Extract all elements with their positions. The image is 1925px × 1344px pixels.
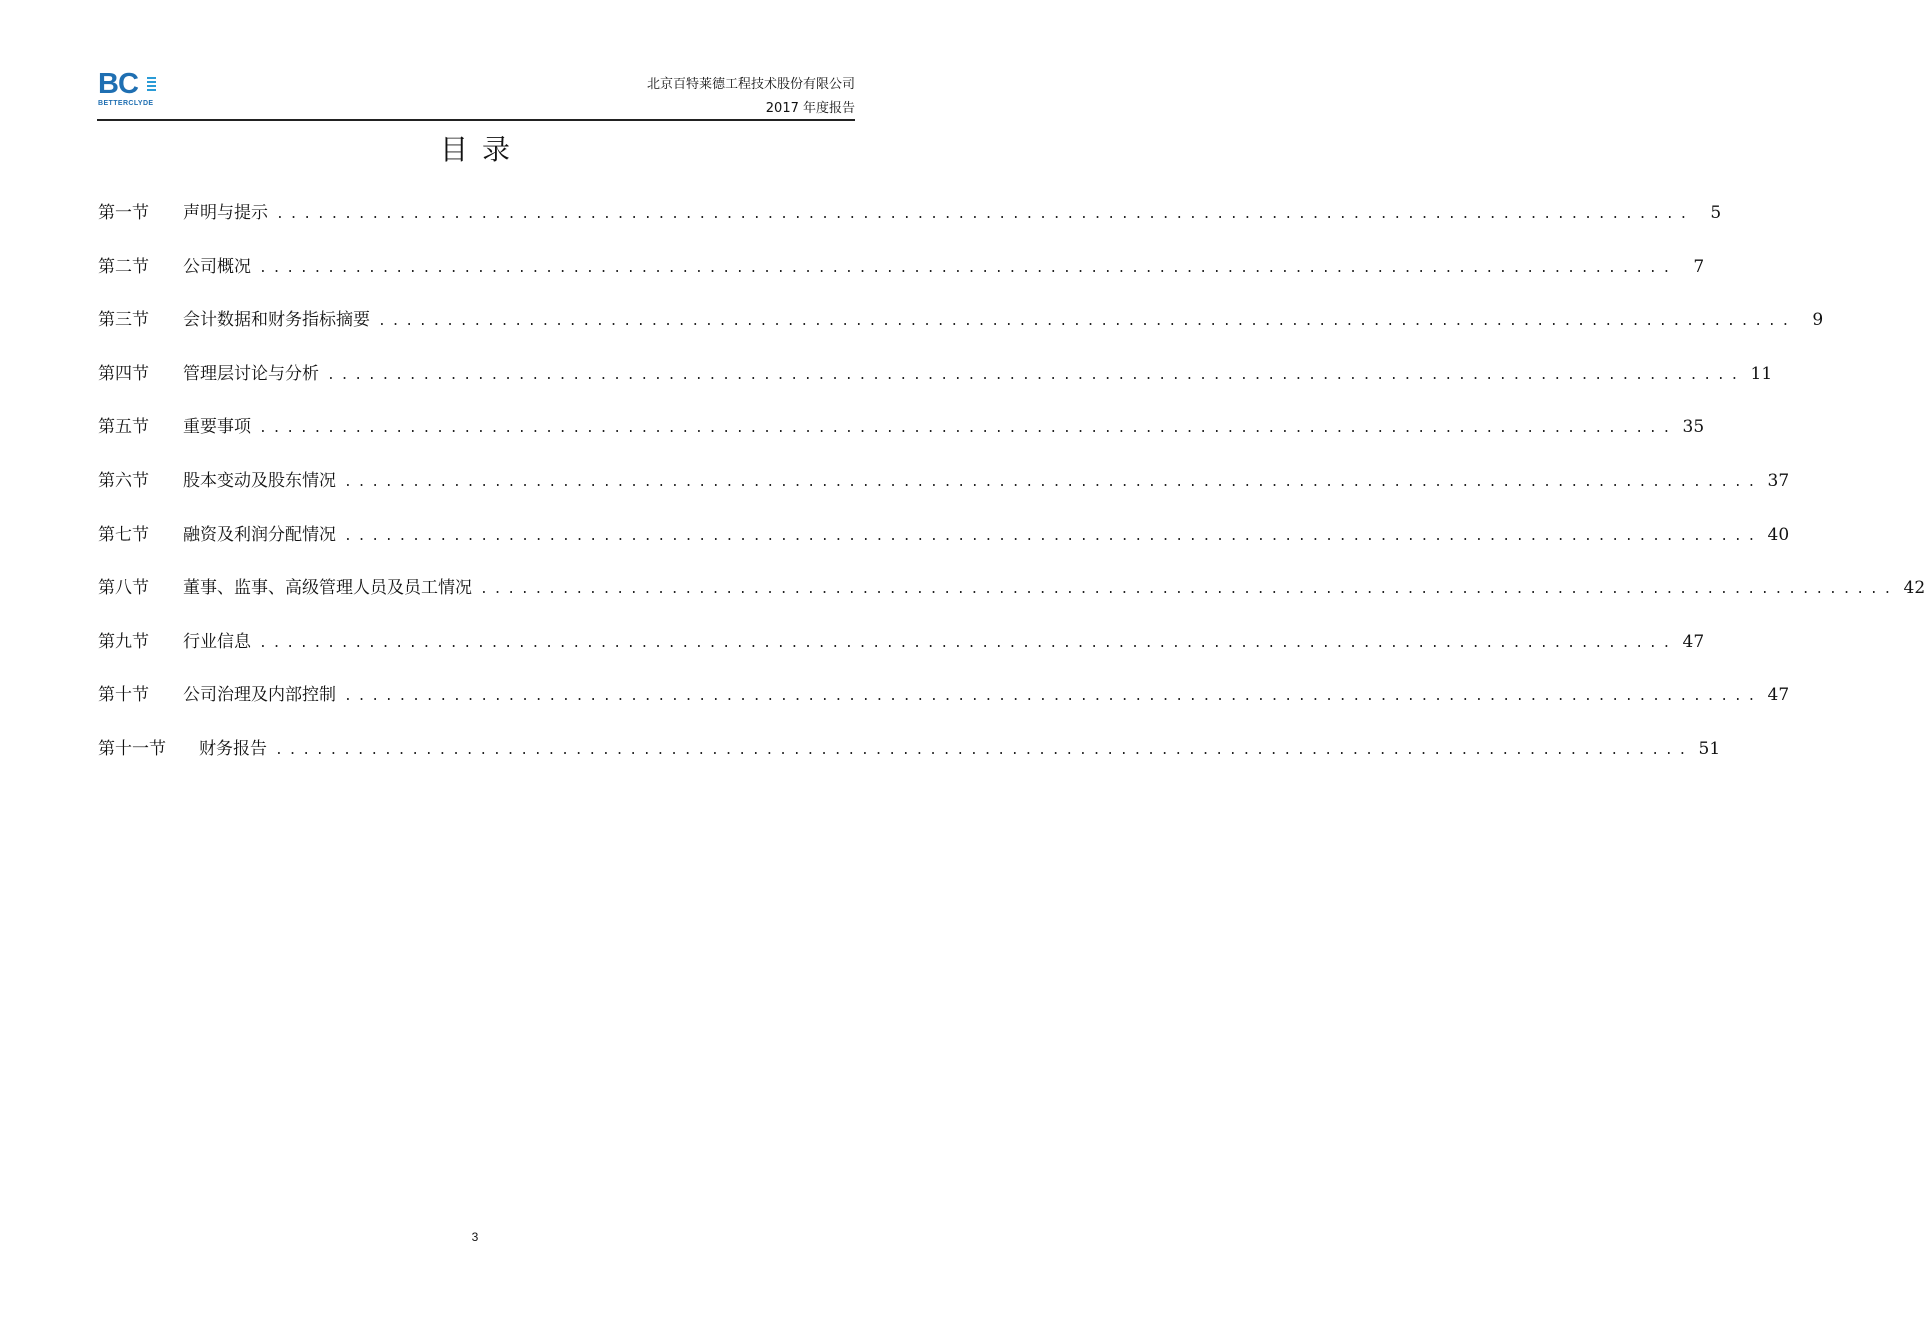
- toc-section-title: 股本变动及股东情况: [183, 470, 336, 491]
- toc-section-number: 第四节: [98, 363, 149, 384]
- toc-section-number: 第七节: [98, 524, 149, 545]
- toc-section-title: 管理层讨论与分析: [183, 363, 319, 384]
- toc-page-number: 9: [1812, 310, 1824, 331]
- toc-section-title: 行业信息: [183, 631, 251, 652]
- toc-page-number: 42: [1903, 578, 1925, 599]
- dot-leader: ........................................................................................................: [276, 207, 1694, 222]
- dot-leader: ........................................................................................................: [327, 367, 1745, 383]
- toc-entry[interactable]: [98, 573, 1925, 627]
- header-divider: [97, 119, 855, 121]
- toc-entry[interactable]: [98, 520, 1790, 574]
- logo-wordmark: BETTERCLYDE: [98, 100, 154, 107]
- company-logo: [97, 70, 159, 110]
- table-of-contents: [98, 198, 1925, 788]
- toc-page-number: 40: [1767, 524, 1790, 545]
- toc-section-title: 董事、监事、高级管理人员及员工情况: [183, 578, 472, 599]
- logo-mark: BC: [98, 68, 138, 100]
- toc-section-title: 融资及利润分配情况: [183, 524, 336, 545]
- toc-section-number: 第二节: [98, 256, 149, 277]
- toc-page-number: 11: [1750, 363, 1773, 384]
- dot-leader: ........................................................................................................: [344, 689, 1762, 705]
- toc-section-number: 第六节: [98, 470, 149, 491]
- toc-section-title: 声明与提示: [183, 203, 268, 223]
- toc-section-number: 第九节: [98, 631, 149, 652]
- dot-leader: ........................................................................................................: [344, 528, 1762, 544]
- page-number: 3: [471, 1230, 479, 1244]
- dot-leader: ........................................................................................................: [259, 635, 1677, 651]
- toc-section-number: 第十一节: [98, 738, 166, 759]
- toc-entry[interactable]: [98, 412, 1705, 466]
- toc-page-number: 35: [1682, 417, 1705, 438]
- toc-section-title: 重要事项: [183, 417, 251, 438]
- dot-leader: ........................................................................................................: [344, 474, 1762, 490]
- toc-section-number: 第一节: [98, 203, 149, 223]
- toc-section-title: 公司治理及内部控制: [183, 685, 336, 706]
- page-header: [97, 66, 855, 120]
- toc-section-title: 会计数据和财务指标摘要: [183, 310, 370, 331]
- toc-page-number: 37: [1767, 470, 1790, 491]
- company-name: 北京百特莱德工程技术股份有限公司: [646, 77, 855, 92]
- toc-entry[interactable]: [98, 252, 1705, 306]
- logo-lines-icon: [147, 77, 156, 93]
- dot-leader: ........................................................................................................: [378, 314, 1796, 330]
- dot-leader: ........................................................................................................: [275, 742, 1693, 758]
- toc-page-number: 47: [1682, 631, 1705, 652]
- toc-entry[interactable]: [98, 627, 1705, 681]
- toc-entry[interactable]: [98, 305, 1824, 359]
- toc-entry[interactable]: [98, 198, 1722, 252]
- toc-entry[interactable]: [98, 359, 1773, 413]
- toc-page-number: 51: [1698, 738, 1721, 759]
- toc-section-number: 第十节: [98, 685, 149, 706]
- toc-section-title: 公司概况: [183, 256, 251, 277]
- dot-leader: ........................................................................................................: [259, 421, 1677, 437]
- toc-entry[interactable]: [98, 680, 1790, 734]
- toc-section-number: 第三节: [98, 310, 149, 331]
- toc-page-number: 5: [1710, 203, 1722, 223]
- toc-section-number: 第五节: [98, 417, 149, 438]
- toc-page-number: 7: [1693, 256, 1705, 277]
- toc-section-title: 财务报告: [199, 738, 267, 759]
- report-title: 2017 年度报告: [765, 101, 855, 116]
- toc-entry[interactable]: [98, 466, 1790, 520]
- toc-title: 目录: [439, 133, 524, 166]
- toc-page-number: 47: [1767, 685, 1790, 706]
- toc-section-number: 第八节: [98, 578, 149, 599]
- dot-leader: ........................................................................................................: [259, 260, 1677, 276]
- toc-entry[interactable]: [98, 734, 1721, 788]
- dot-leader: ........................................................................................................: [480, 582, 1898, 598]
